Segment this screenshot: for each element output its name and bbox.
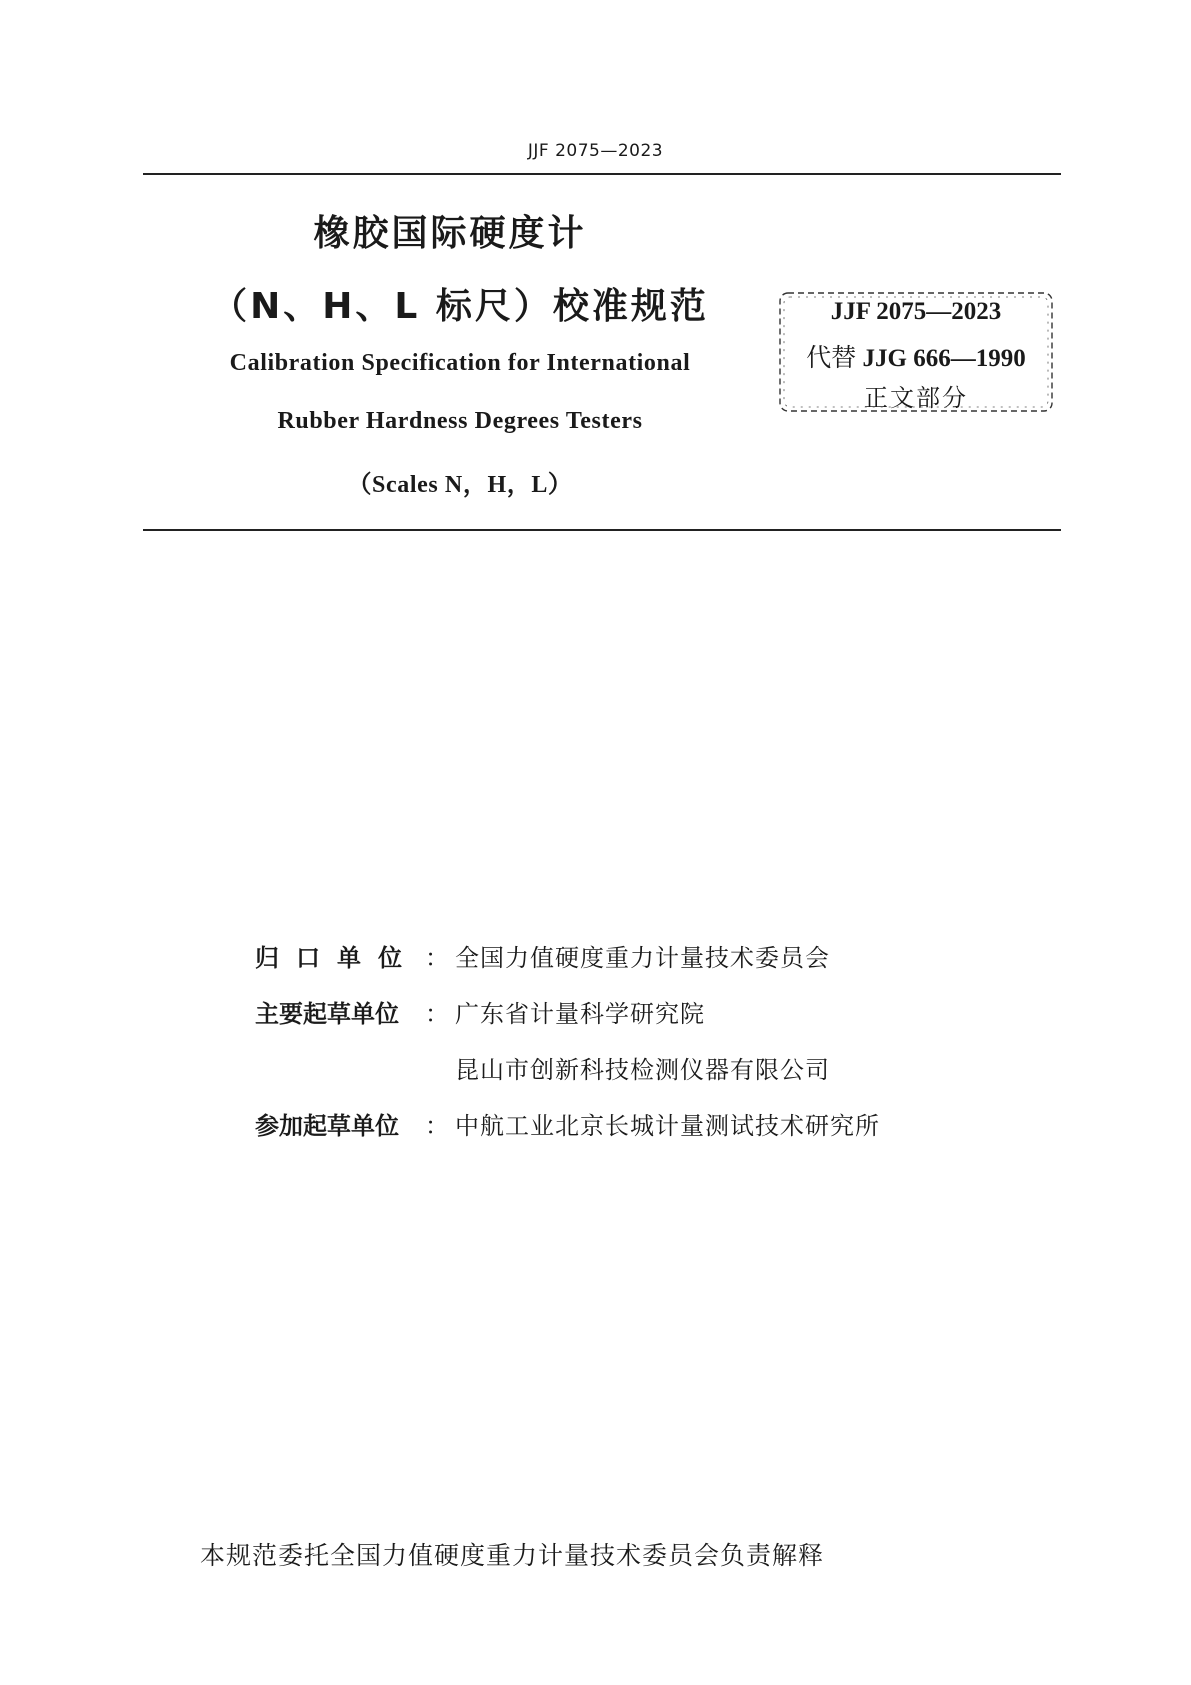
title-en-line1: Calibration Specification for International (229, 350, 691, 376)
participating-drafting-row (255, 1108, 1015, 1164)
colon: ： (425, 1112, 449, 1140)
replaces-code: JJG 666—1990 (862, 345, 1026, 372)
code-box-replaces (777, 338, 1055, 374)
main-drafting-label: 主要起草单位 (255, 1000, 399, 1028)
colon: ： (425, 1000, 449, 1028)
interpretation-note: 本规范委托全国力值硬度重力计量技术委员会负责解释 (200, 1541, 825, 1570)
responsible-unit-row (255, 940, 1015, 996)
colon: ： (425, 944, 449, 972)
bottom-rule (143, 529, 1061, 531)
participating-drafting-label: 参加起草单位 (255, 1112, 399, 1140)
title-en-line2: Rubber Hardness Degrees Testers (277, 408, 643, 434)
main-drafting-value-1: 广东省计量科学研究院 (455, 1000, 705, 1028)
code-box-code: JJF 2075—2023 (830, 298, 1002, 325)
title-cn-line2: （N、H、L 标尺）校准规范 (211, 286, 709, 327)
drafting-units (255, 940, 1015, 1164)
top-rule (143, 173, 1061, 175)
title-en-line3: （Scales N，H，L） (347, 472, 573, 498)
running-header-code: JJF 2075—2023 (527, 141, 664, 161)
responsible-unit-label: 归口单位 (255, 944, 419, 972)
code-box (777, 290, 1055, 414)
main-drafting-row (255, 996, 1015, 1052)
main-drafting-row-2 (255, 1052, 1015, 1108)
participating-drafting-value: 中航工业北京长城计量测试技术研究所 (455, 1112, 880, 1140)
code-box-part: 正文部分 (864, 384, 968, 412)
main-drafting-value-2: 昆山市创新科技检测仪器有限公司 (455, 1056, 830, 1084)
title-cn-line1: 橡胶国际硬度计 (313, 213, 587, 254)
responsible-unit-value: 全国力值硬度重力计量技术委员会 (455, 944, 830, 972)
replaces-prefix: 代替 (806, 345, 857, 372)
